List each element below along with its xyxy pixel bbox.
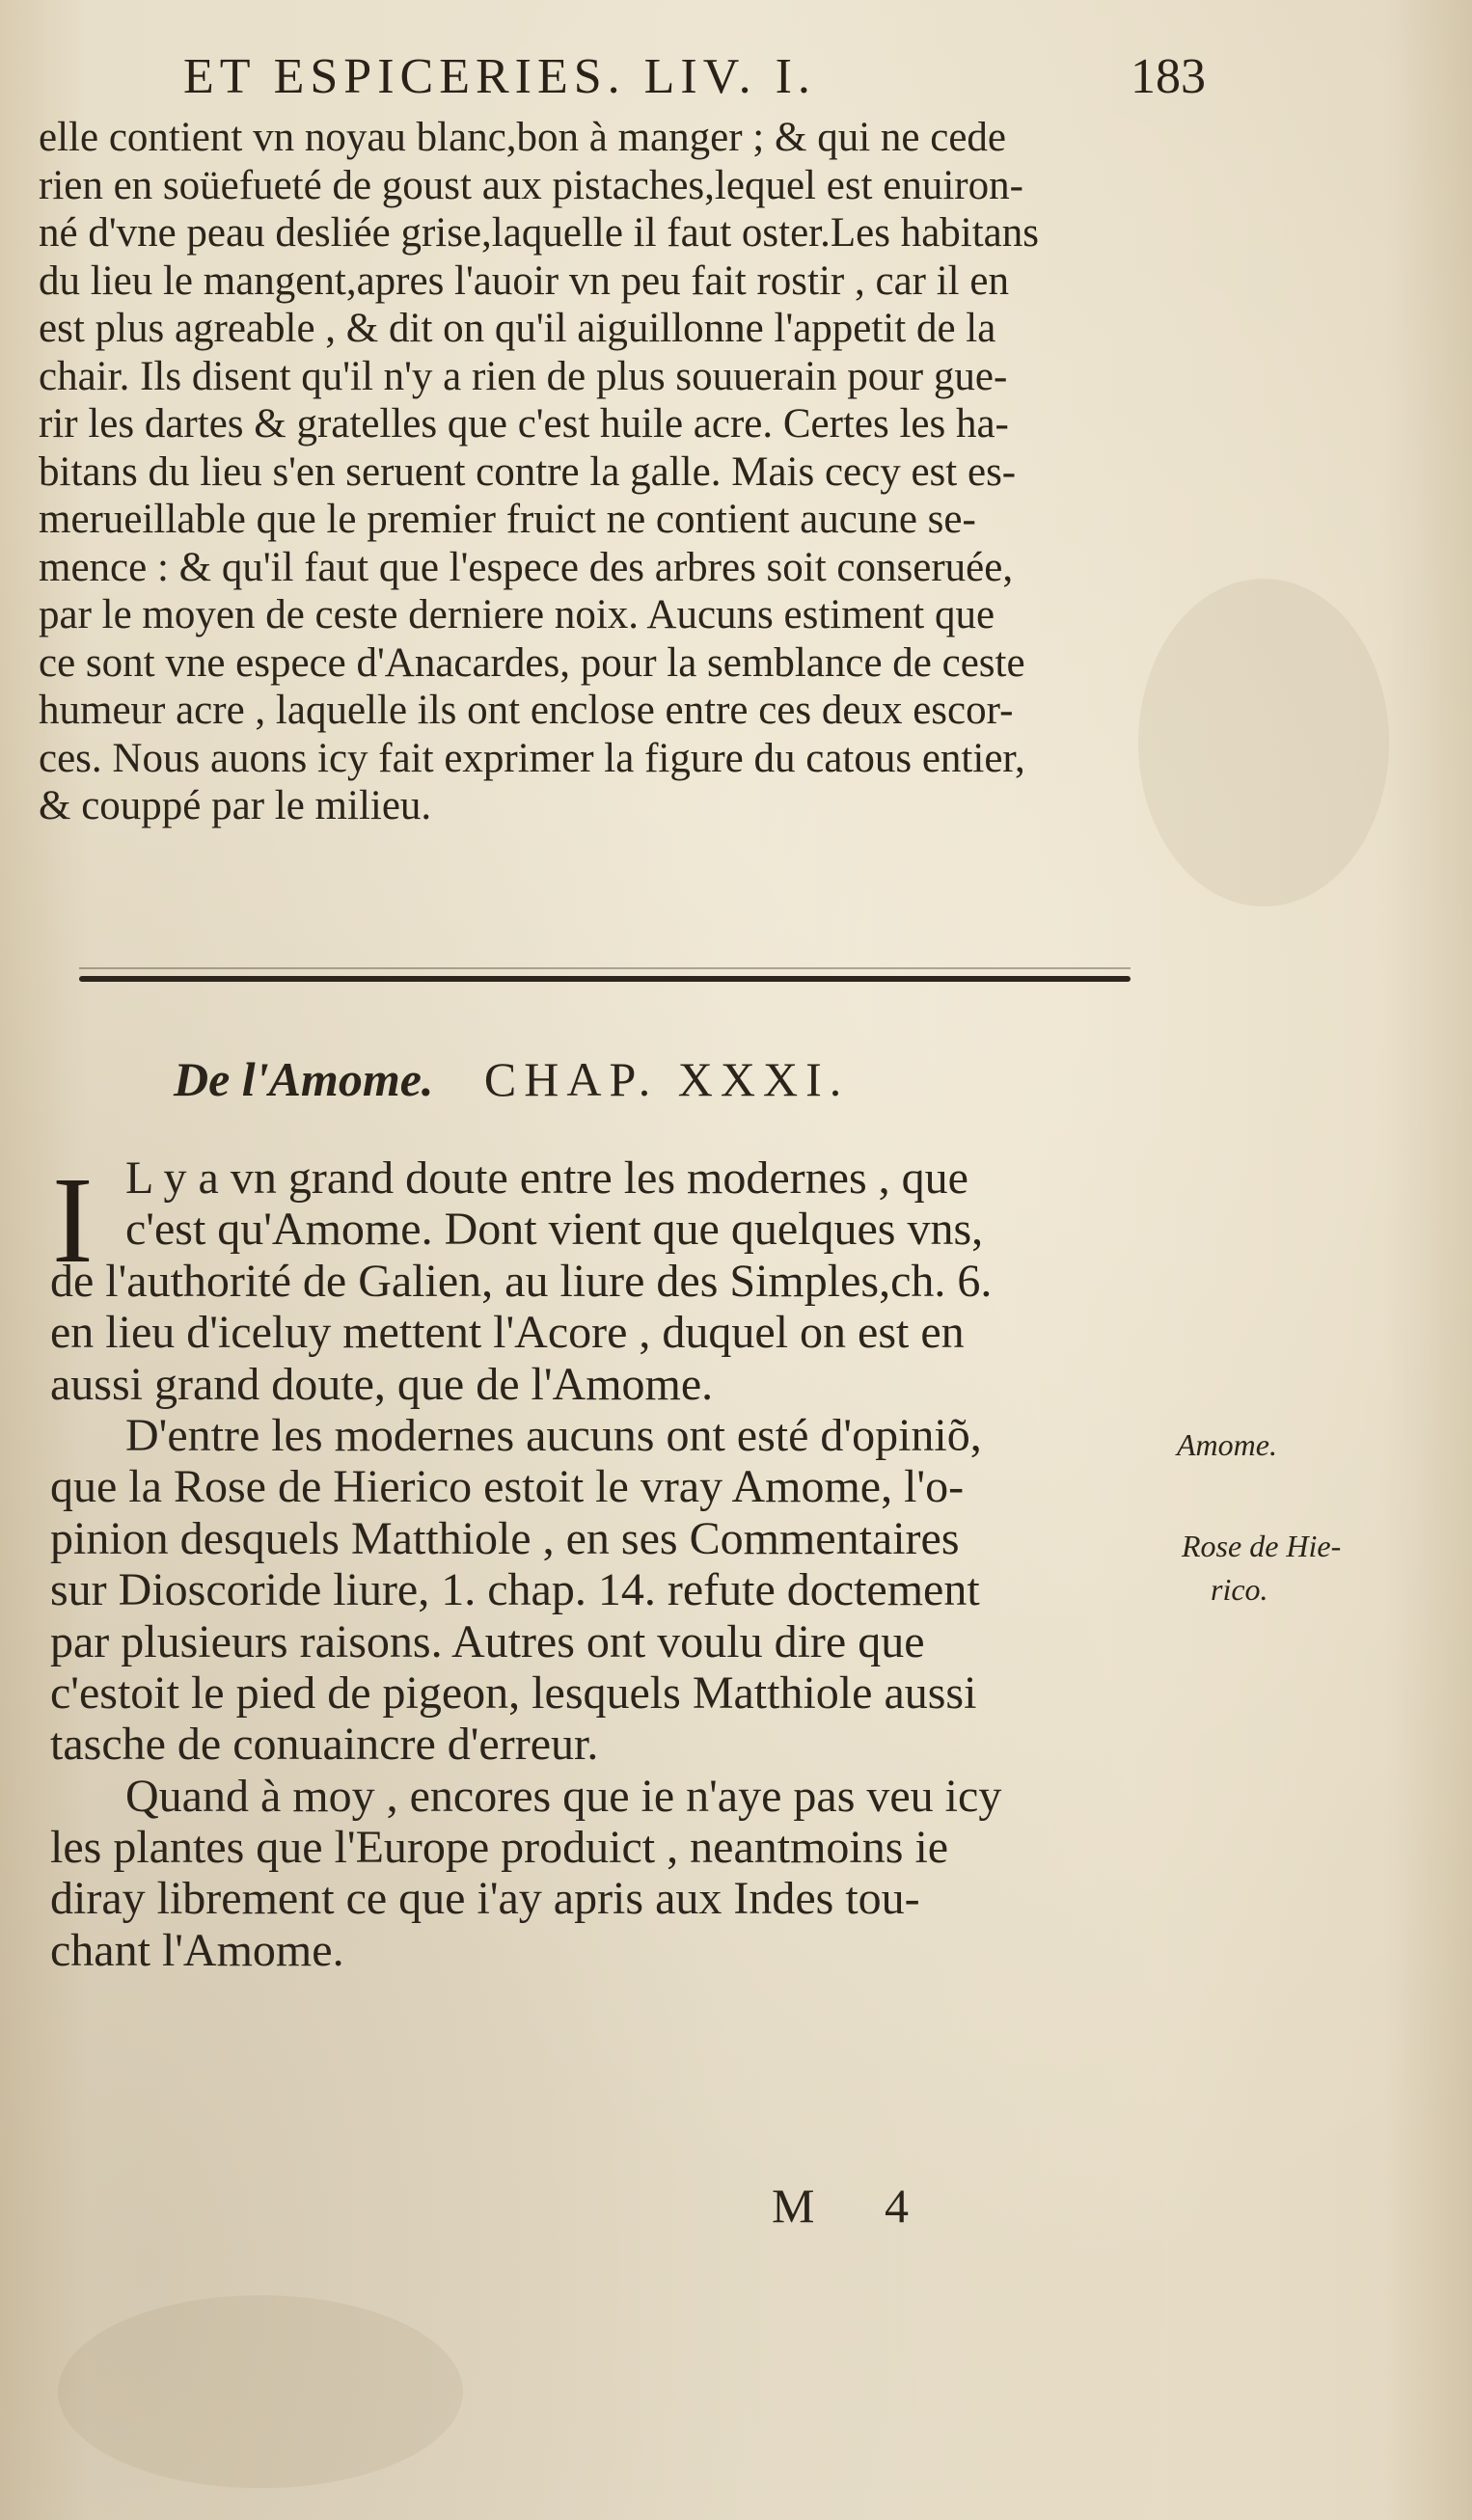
text-line: du lieu le mangent,apres l'auoir vn peu fait rostir , car il en (39, 257, 1009, 304)
text-line: que la Rose de Hierico estoit le vray Amome, l'o- (50, 1461, 965, 1513)
text-line: L y a vn grand doute entre les modernes , que (125, 1152, 968, 1204)
margin-note-rose-line2: rico. (1211, 1572, 1268, 1607)
margin-note-amome: Amome. (1177, 1427, 1277, 1462)
page-number: 183 (1131, 49, 1206, 104)
text-line: par le moyen de ceste derniere noix. Aucuns estiment que (39, 592, 995, 637)
text-line: rien en soüefueté de goust aux pistaches,lequel est enuiron- (39, 162, 1023, 208)
chapter-text (50, 1152, 1169, 1976)
text-line: en lieu d'iceluy mettent l'Acore , duquel on est en (50, 1307, 965, 1359)
text-line: humeur acre , laquelle ils ont enclose entre ces deux escor- (39, 688, 1014, 733)
section-rule-thin (79, 967, 1131, 969)
text-line: chant l'Amome. (50, 1924, 344, 1976)
text-line: les plantes que l'Europe produict , neantmoins ie (50, 1822, 949, 1874)
text-line: par plusieurs raisons. Autres ont voulu dire que (50, 1615, 925, 1667)
text-line: diray librement ce que i'ay apris aux Indes tou- (50, 1873, 920, 1925)
text-line: ce sont vne espece d'Anacardes, pour la semblance de ceste (39, 639, 1025, 686)
text-line: bitans du lieu s'en seruent contre la galle. Mais cecy est es- (39, 448, 1017, 495)
text-line: D'entre les modernes aucuns ont esté d'opiniõ, (125, 1409, 982, 1461)
paper-stain (58, 2295, 463, 2488)
text-line: tasche de conuaincre d'erreur. (50, 1719, 599, 1771)
text-line: pinion desquels Matthiole , en ses Commentaires (50, 1512, 960, 1564)
paper-stain (1138, 579, 1389, 907)
text-line: né d'vne peau desliée grise,laquelle il faut oster.Les habitans (39, 210, 1039, 256)
text-line: de l'authorité de Galien, au liure des Simples,ch. 6. (50, 1255, 993, 1307)
text-line: c'estoit le pied de pigeon, lesquels Matthiole aussi (50, 1666, 977, 1719)
text-line: elle contient vn noyau blanc,bon à manger ; & qui ne cede (39, 115, 1006, 160)
chapter-number: CHAP. XXXI. (483, 1052, 850, 1106)
text-line: mence : & qu'il faut que l'espece des arbres soit conseruée, (39, 544, 1014, 590)
running-head (183, 39, 1206, 106)
text-line: aussi grand doute, que de l'Amome. (50, 1358, 714, 1410)
text-line: & couppé par le milieu. (39, 783, 432, 828)
chapter-heading (174, 1051, 1138, 1119)
continued-text (39, 114, 1138, 830)
running-head-title: ET ESPICERIES. LIV. I. (183, 49, 816, 104)
section-rule (79, 976, 1131, 982)
text-line: chair. Ils disent qu'il n'y a rien de plus souuerain pour gue- (39, 353, 1008, 399)
text-line: merueillable que le premier fruict ne contient aucune se- (39, 497, 976, 542)
text-line: ces. Nous auons icy fait exprimer la figure du catous entier, (39, 735, 1025, 781)
signature-mark: M 4 (772, 2179, 938, 2233)
text-line: rir les dartes & gratelles que c'est huile acre. Certes les ha- (39, 401, 1009, 447)
chapter-title: De l'Amome. (174, 1052, 434, 1106)
text-line: Quand à moy , encores que ie n'aye pas veu icy (125, 1770, 1002, 1822)
drop-cap: I (52, 1152, 94, 1288)
text-line: est plus agreable , & dit on qu'il aiguillonne l'appetit de la (39, 306, 996, 351)
text-line: sur Dioscoride liure, 1. chap. 14. refute doctement (50, 1564, 980, 1616)
text-line: c'est qu'Amome. Dont vient que quelques vns, (125, 1204, 984, 1256)
margin-note-rose-line1: Rose de Hie- (1182, 1529, 1342, 1563)
